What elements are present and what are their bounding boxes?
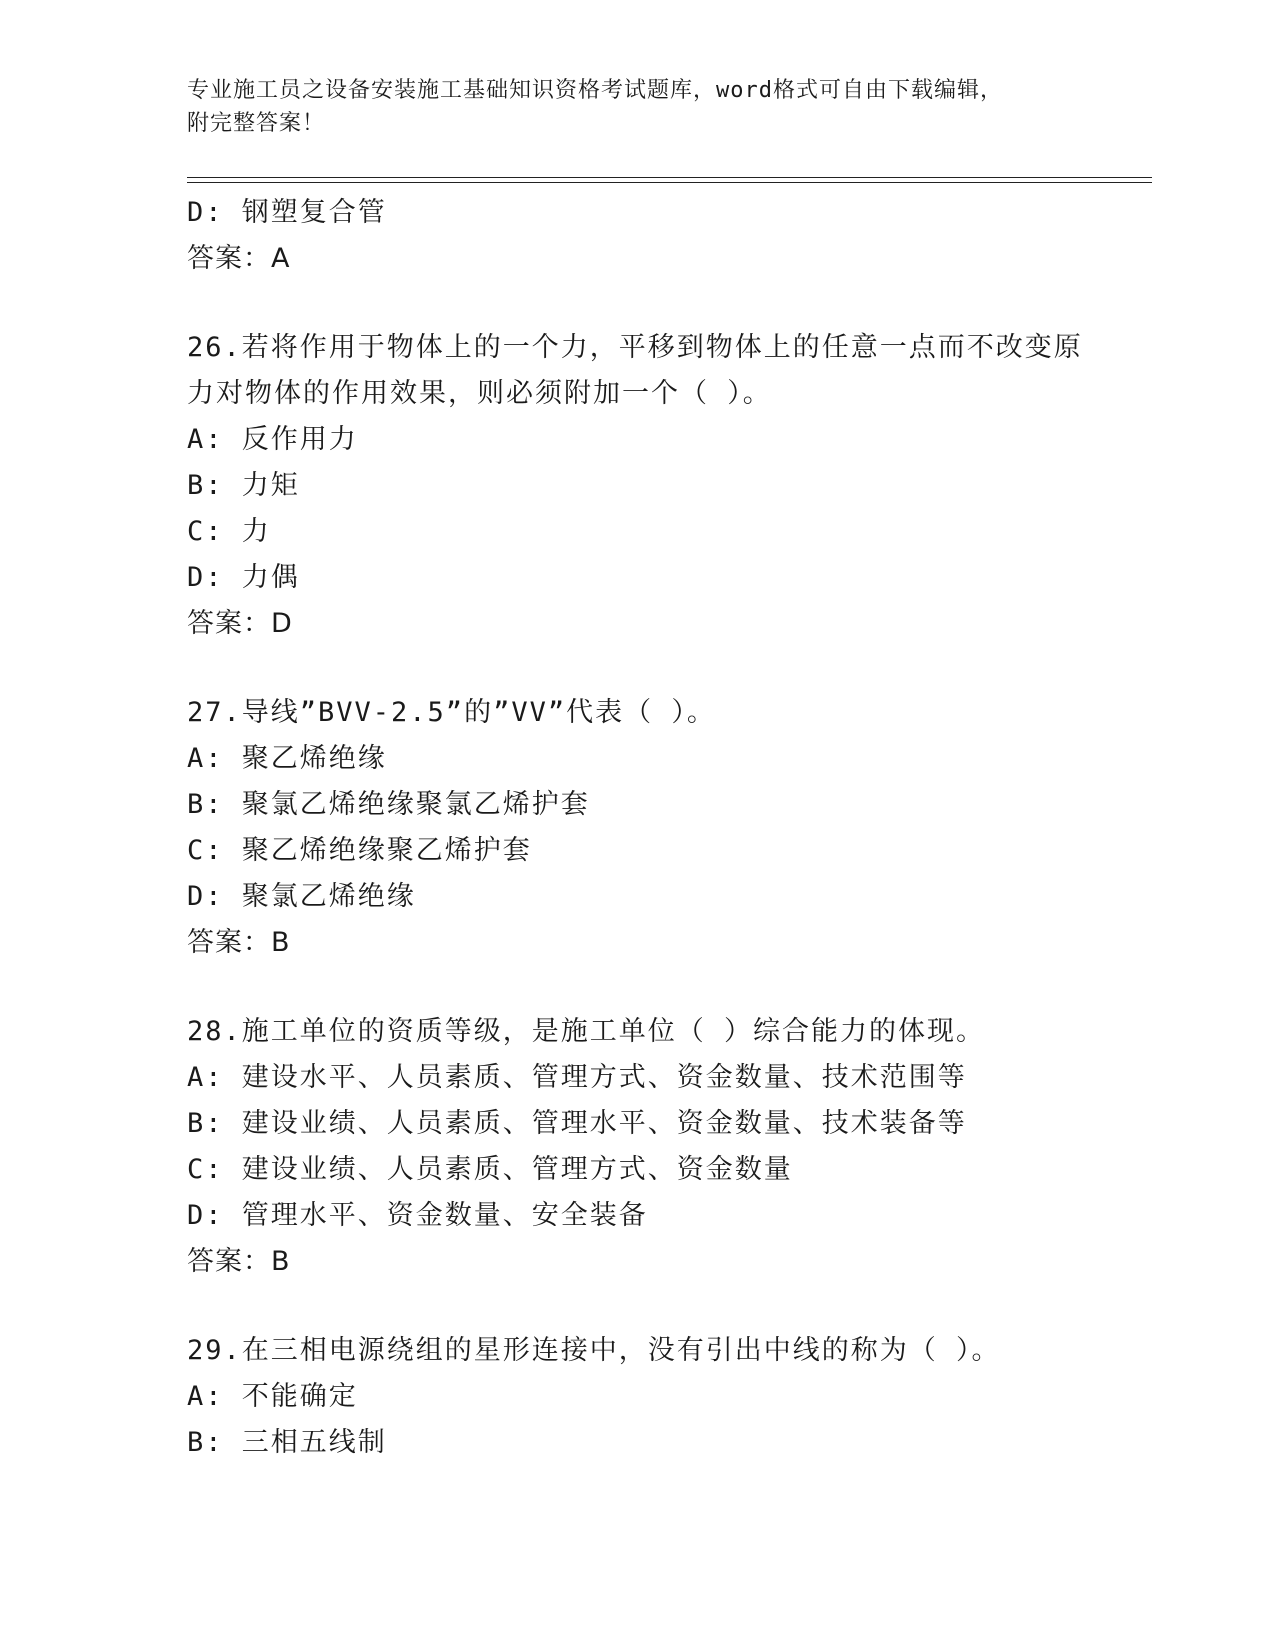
q27-stem: 27.导线”BVV-2.5”的”VV”代表（ ）。 xyxy=(187,697,716,728)
q27-answer: 答案：B xyxy=(187,927,291,958)
q28-stem: 28.施工单位的资质等级，是施工单位（ ）综合能力的体现。 xyxy=(187,1016,986,1047)
q25-answer: 答案：A xyxy=(187,243,291,274)
q27-option-c: C: 聚乙烯绝缘聚乙烯护套 xyxy=(187,835,532,866)
header-line-1: 专业施工员之设备安装施工基础知识资格考试题库，word格式可自由下载编辑， xyxy=(187,78,1003,103)
header-divider-bottom xyxy=(187,182,1152,183)
q28-option-a: A: 建设水平、人员素质、管理方式、资金数量、技术范围等 xyxy=(187,1062,967,1093)
spacer xyxy=(187,647,1147,690)
q26-option-d: D: 力偶 xyxy=(187,562,300,593)
spacer xyxy=(187,282,1147,325)
q26-option-c: C: 力 xyxy=(187,516,271,547)
q27-option-d: D: 聚氯乙烯绝缘 xyxy=(187,881,416,912)
q26-option-b: B: 力矩 xyxy=(187,470,300,501)
q25-option-d: D: 钢塑复合管 xyxy=(187,197,387,228)
q28-option-d: D: 管理水平、资金数量、安全装备 xyxy=(187,1200,648,1231)
q26-stem-line-1: 26.若将作用于物体上的一个力，平移到物体上的任意一点而不改变原 xyxy=(187,332,1083,363)
document-header xyxy=(187,74,1087,140)
q29-option-a: A: 不能确定 xyxy=(187,1381,358,1412)
q28-option-c: C: 建设业绩、人员素质、管理方式、资金数量 xyxy=(187,1154,793,1185)
spacer xyxy=(187,966,1147,1009)
header-line-2: 附完整答案！ xyxy=(187,111,326,136)
q27-option-a: A: 聚乙烯绝缘 xyxy=(187,743,387,774)
q26-answer: 答案：D xyxy=(187,608,293,639)
q26-option-a: A: 反作用力 xyxy=(187,424,358,455)
q27-option-b: B: 聚氯乙烯绝缘聚氯乙烯护套 xyxy=(187,789,590,820)
q29-option-b: B: 三相五线制 xyxy=(187,1427,387,1458)
q26-stem-line-2: 力对物体的作用效果，则必须附加一个（ ）。 xyxy=(187,378,772,409)
question-content xyxy=(187,190,1147,1466)
q29-stem: 29.在三相电源绕组的星形连接中，没有引出中线的称为（ ）。 xyxy=(187,1335,1001,1366)
header-divider-top xyxy=(187,177,1152,178)
spacer xyxy=(187,1285,1147,1328)
q28-answer: 答案：B xyxy=(187,1246,291,1277)
q28-option-b: B: 建设业绩、人员素质、管理水平、资金数量、技术装备等 xyxy=(187,1108,967,1139)
